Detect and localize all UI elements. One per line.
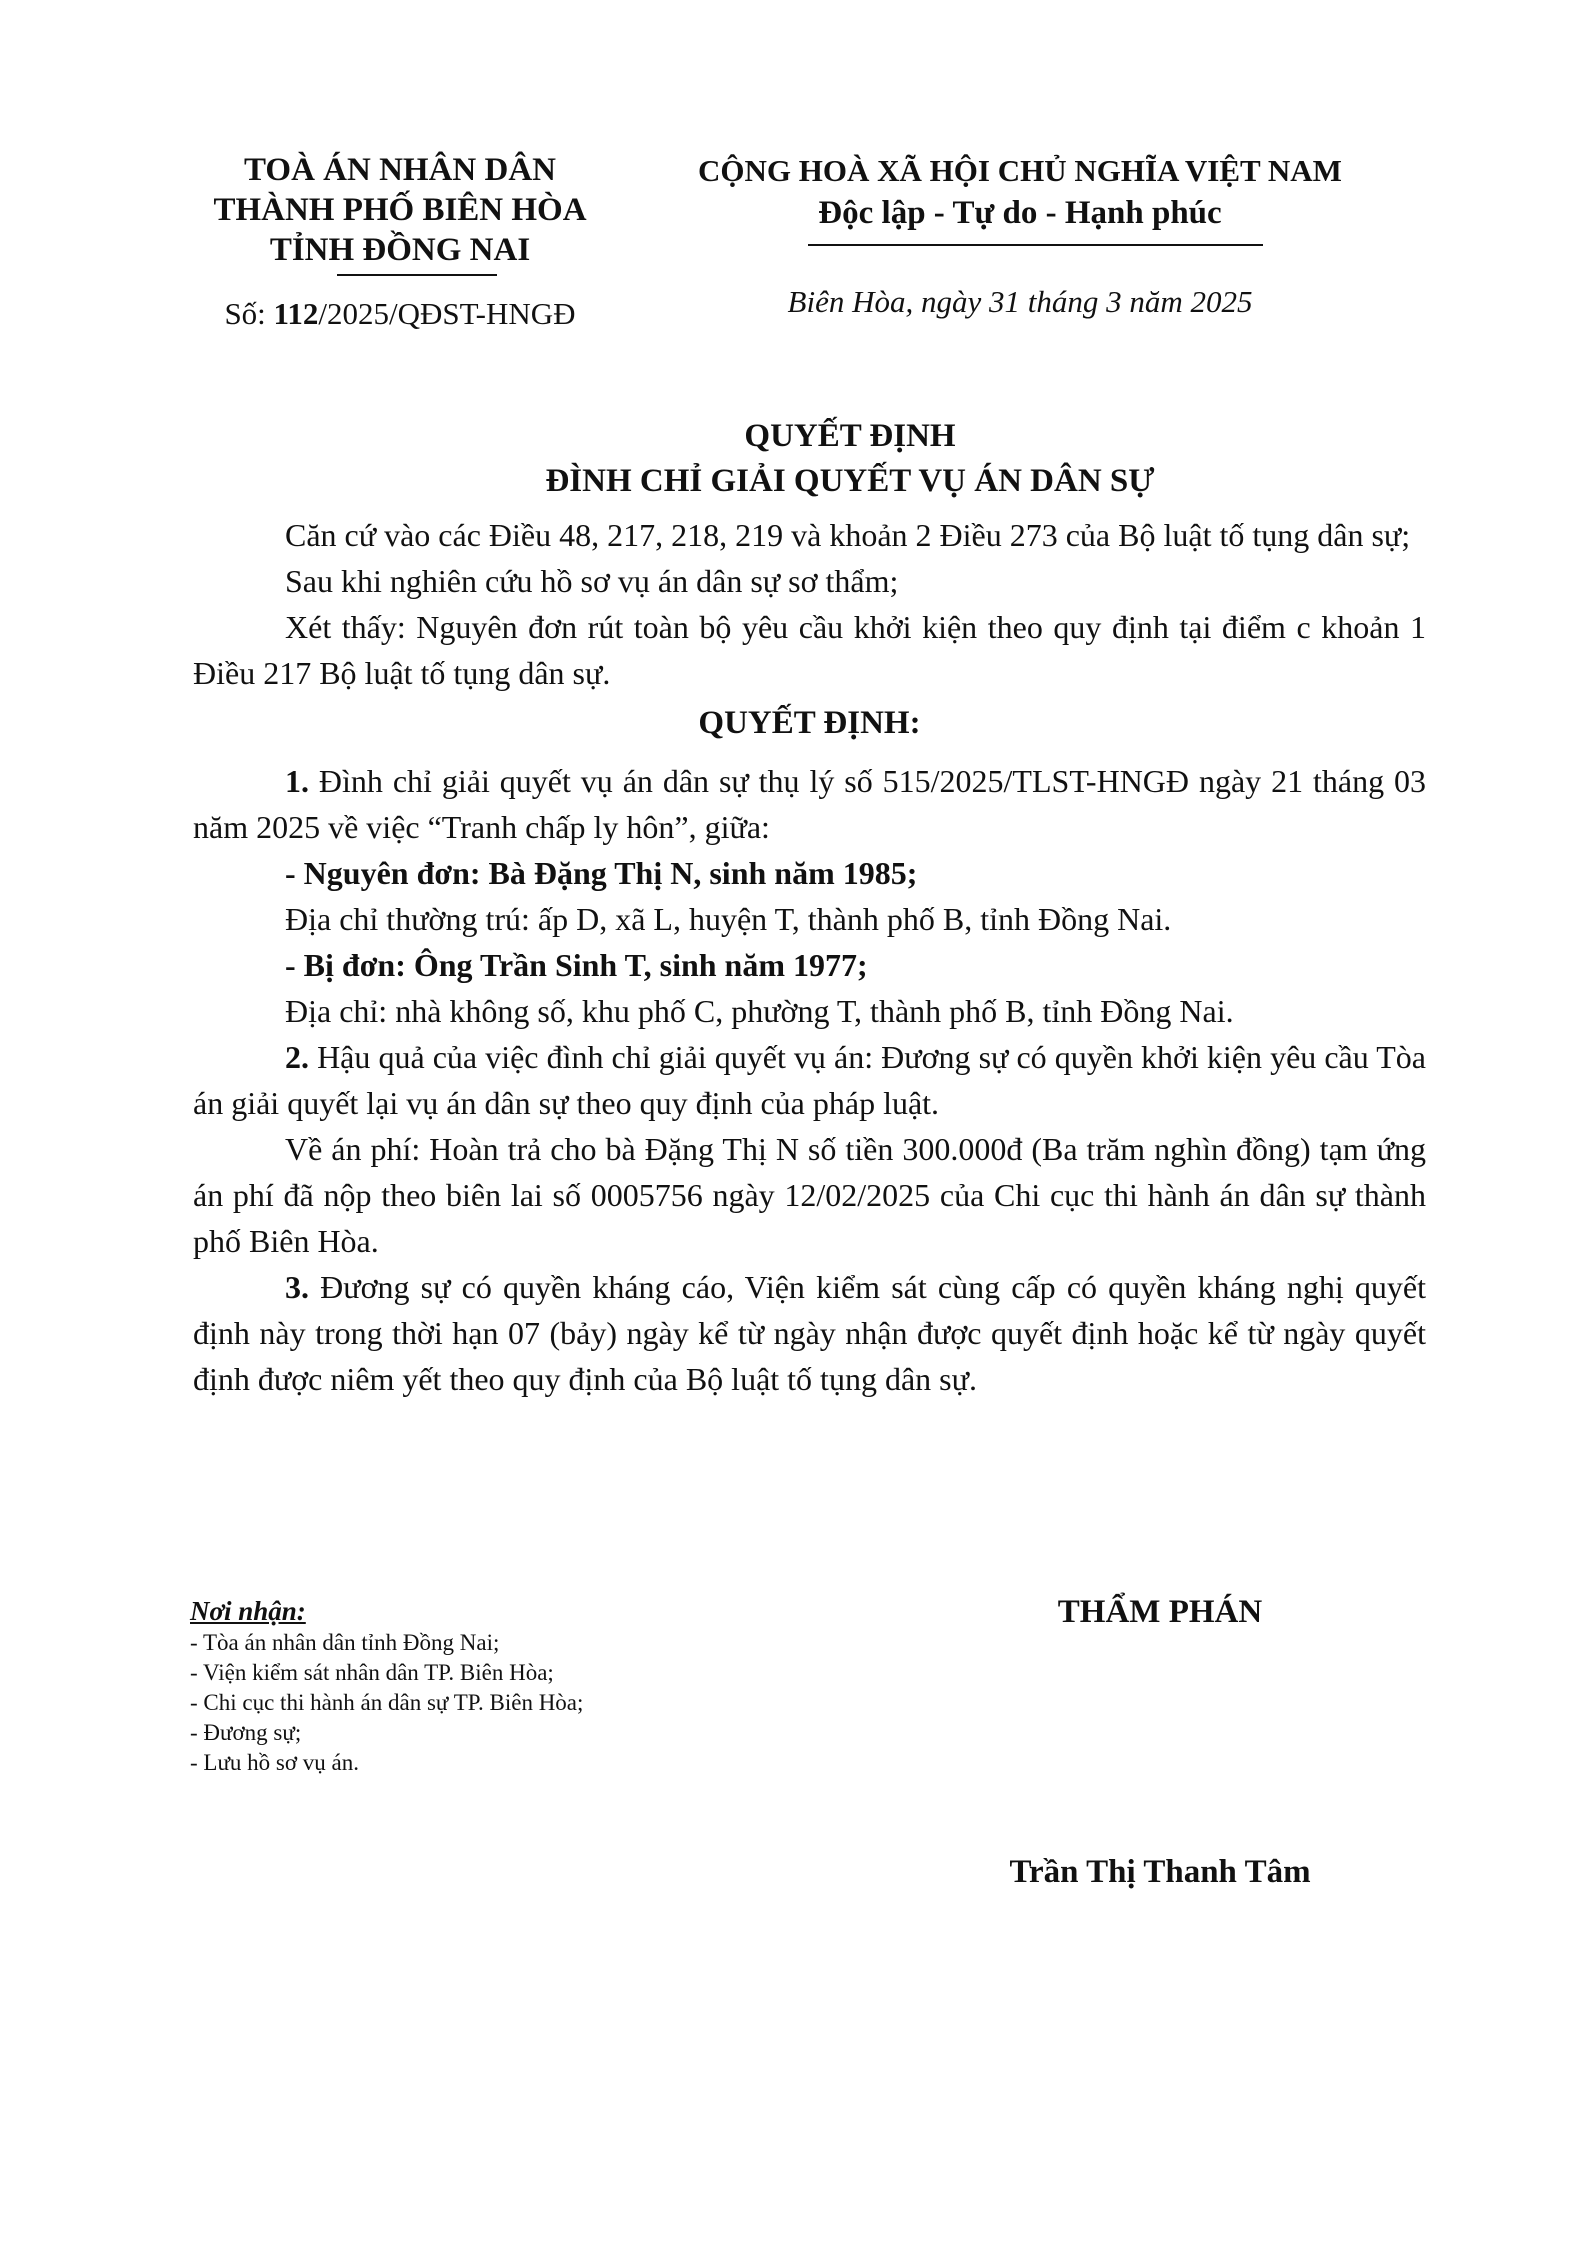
document-body (193, 512, 1426, 1402)
item-2-text: Hậu quả của việc đình chỉ giải quyết vụ án: Đương sự có quyền khởi kiện yêu cầu Tòa án giải quyết lại vụ án dân sự theo quy định của pháp luật. (193, 1039, 1426, 1121)
defendant-address: Địa chỉ: nhà không số, khu phố C, phường T, thành phố B, tỉnh Đồng Nai. (285, 993, 1234, 1029)
document-number-value: 112 (273, 296, 319, 331)
item-3-text: Đương sự có quyền kháng cáo, Viện kiểm sát cùng cấp có quyền kháng nghị quyết định này trong thời hạn 07 (bảy) ngày kể từ ngày nhận được quyết định hoặc kể từ ngày quyết định được niêm yết theo quy định của Bộ luật tố tụng dân sự. (193, 1269, 1426, 1397)
item-3-number: 3. (285, 1269, 309, 1305)
decision-item-2 (193, 1034, 1426, 1126)
motto-underline (808, 244, 1263, 246)
plaintiff-line: - Nguyên đơn: Bà Đặng Thị N, sinh năm 1985; (285, 855, 918, 891)
title-line2: ĐÌNH CHỈ GIẢI QUYẾT VỤ ÁN DÂN SỰ (545, 463, 1155, 499)
republic-name: CỘNG HOÀ XÃ HỘI CHỦ NGHĨA VIỆT NAM (698, 153, 1342, 188)
document-title (160, 414, 1540, 504)
recipient-item: - Đương sự; (190, 1720, 302, 1745)
recipients-block (190, 1594, 810, 1778)
decision-heading: QUYẾT ĐỊNH: (698, 705, 921, 741)
judge-name: Trần Thị Thanh Tâm (1009, 1854, 1311, 1890)
judge-title: THẨM PHÁN (1057, 1594, 1263, 1630)
court-fee-paragraph: Về án phí: Hoàn trả cho bà Đặng Thị N số tiền 300.000đ (Ba trăm nghìn đồng) tạm ứng án phí đã nộp theo biên lai số 0005756 ngày 12/02/2025 của Chi cục thi hành án dân sự thành phố Biên Hòa. (193, 1131, 1426, 1259)
preamble-legal-basis: Căn cứ vào các Điều 48, 217, 218, 219 và khoản 2 Điều 273 của Bộ luật tố tụng dân sự; (285, 517, 1411, 553)
court-underline (337, 274, 497, 276)
recipient-item: - Viện kiểm sát nhân dân TP. Biên Hòa; (190, 1660, 554, 1685)
preamble-study: Sau khi nghiên cứu hồ sơ vụ án dân sự sơ thẩm; (285, 563, 899, 599)
title-line1: QUYẾT ĐỊNH (744, 418, 956, 454)
preamble-consideration: Xét thấy: Nguyên đơn rút toàn bộ yêu cầu khởi kiện theo quy định tại điểm c khoản 1 Điều 217 Bộ luật tố tụng dân sự. (193, 609, 1426, 691)
plaintiff-address: Địa chỉ thường trú: ấp D, xã L, huyện T, thành phố B, tỉnh Đồng Nai. (285, 901, 1172, 937)
document-number-suffix: /2025/QĐST-HNGĐ (318, 296, 576, 331)
item-2-number: 2. (285, 1039, 309, 1075)
court-name-line3: TỈNH ĐỒNG NAI (269, 232, 531, 268)
national-motto: Độc lập - Tự do - Hạnh phúc (818, 195, 1222, 231)
court-header (160, 150, 640, 270)
recipient-item: - Chi cục thi hành án dân sự TP. Biên Hòa; (190, 1690, 584, 1715)
document-number (160, 296, 640, 332)
recipients-label: Nơi nhận: (190, 1596, 306, 1626)
recipient-item: - Tòa án nhân dân tỉnh Đồng Nai; (190, 1630, 500, 1655)
defendant-line: - Bị đơn: Ông Trần Sinh T, sinh năm 1977; (285, 947, 868, 983)
court-name-line2: THÀNH PHỐ BIÊN HÒA (213, 192, 587, 228)
item-1-text: Đình chỉ giải quyết vụ án dân sự thụ lý số 515/2025/TLST-HNGĐ ngày 21 tháng 03 năm 2025 về việc “Tranh chấp ly hôn”, giữa: (193, 763, 1426, 845)
place-and-date: Biên Hòa, ngày 31 tháng 3 năm 2025 (787, 284, 1253, 319)
decision-item-1 (193, 758, 1426, 850)
recipient-item: - Lưu hồ sơ vụ án. (190, 1750, 359, 1775)
item-1-number: 1. (285, 763, 309, 799)
republic-header (670, 150, 1370, 234)
court-name-line1: TOÀ ÁN NHÂN DÂN (244, 152, 556, 188)
decision-item-3 (193, 1264, 1426, 1402)
document-number-prefix: Số: (224, 296, 274, 331)
